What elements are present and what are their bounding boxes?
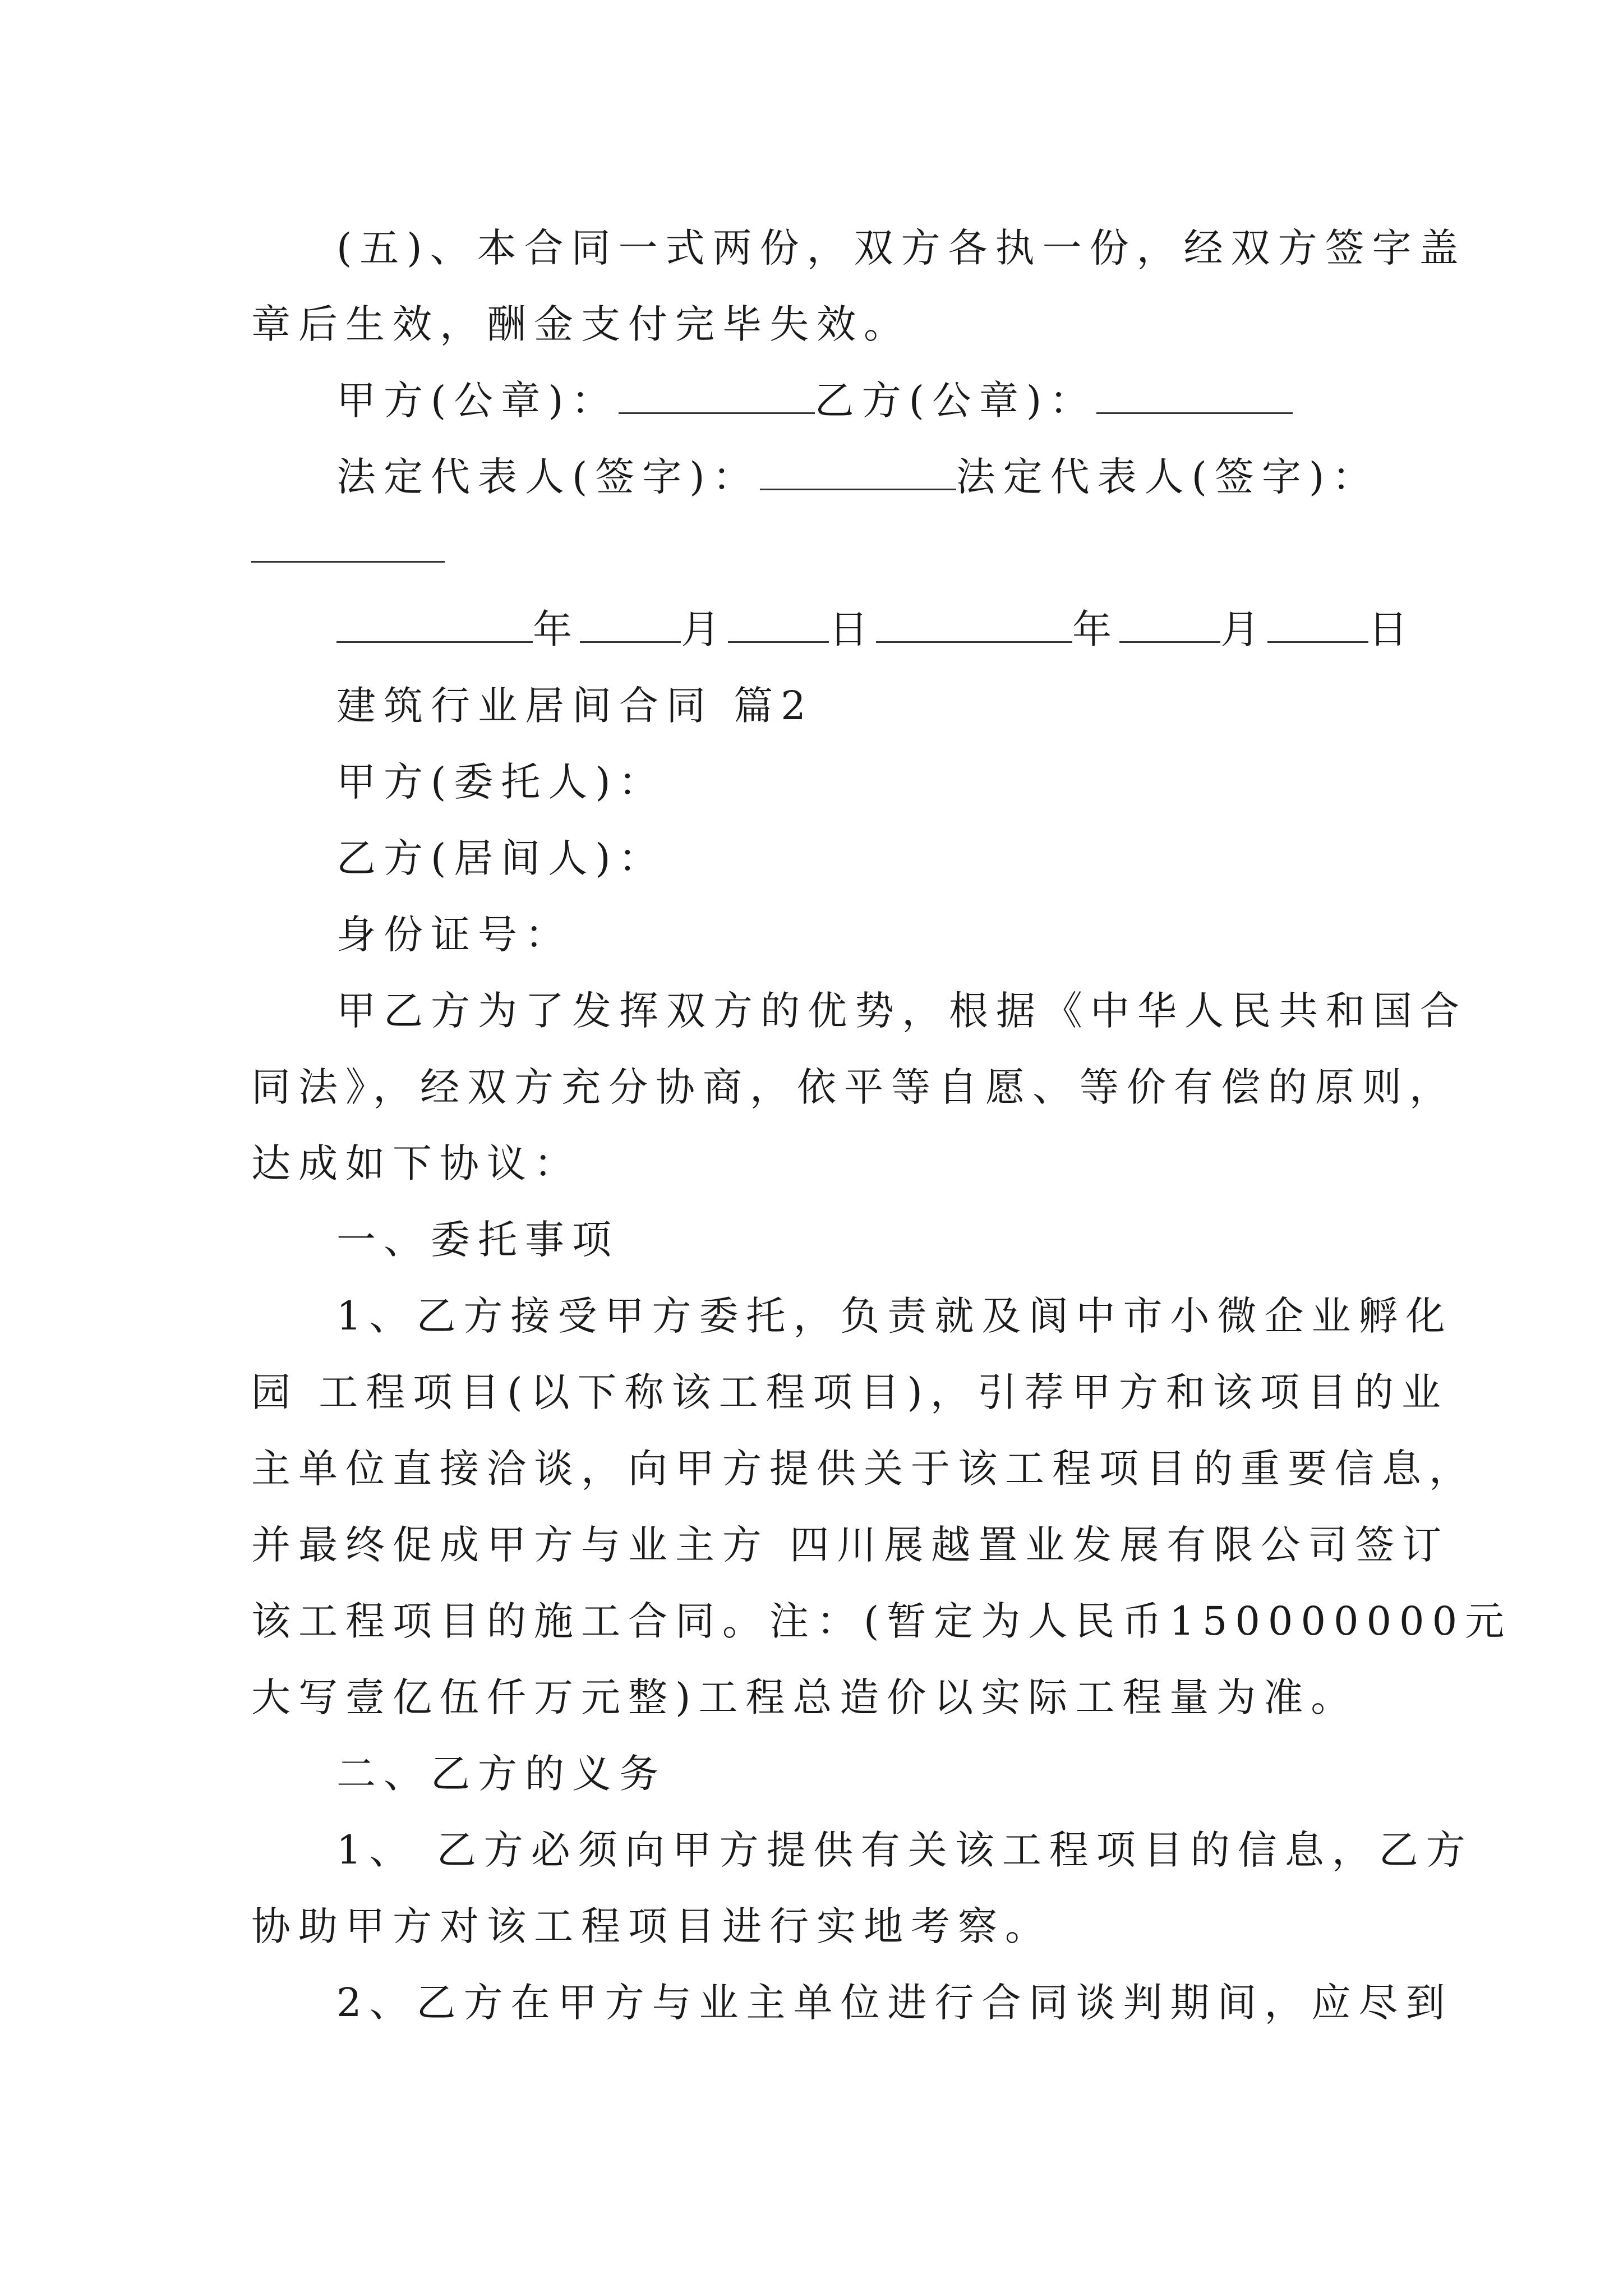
item-1-line-2: 园 工程项目(以下称该工程项目)，引荐甲方和该项目的业 xyxy=(251,1369,1449,1415)
party-b-representative-label: 法定代表人(签字)： xyxy=(956,454,1380,500)
section-heading-1: 一、委托事项 xyxy=(336,1217,619,1263)
seal-line xyxy=(336,372,1481,429)
date-b-day-blank[interactable] xyxy=(1267,606,1368,643)
item-1-line-6: 大写壹亿伍仟万元整)工程总造价以实际工程量为准。 xyxy=(251,1674,1358,1720)
party-a-seal-blank[interactable] xyxy=(619,378,815,414)
party-b-seal-label: 乙方(公章)： xyxy=(814,378,1097,424)
item-1-line-5: 该工程项目的施工合同。注：(暂定为人民币150000000元 xyxy=(251,1598,1513,1644)
party-b-seal-blank[interactable] xyxy=(1096,378,1293,414)
party-a-seal-label: 甲方(公章)： xyxy=(336,378,619,424)
duty-1-line-1: 1、 乙方必须向甲方提供有关该工程项目的信息，乙方 xyxy=(336,1827,1473,1873)
intro-line-1: 甲乙方为了发挥双方的优势，根据《中华人民共和国合 xyxy=(336,988,1467,1034)
item-1-line-3: 主单位直接洽谈，向甲方提供关于该工程项目的重要信息， xyxy=(251,1446,1476,1492)
item-1-line-4: 并最终促成甲方与业主方 四川展越置业发展有限公司签订 xyxy=(251,1522,1450,1568)
date-a-month-label: 月 xyxy=(681,606,728,652)
clause-five-line-1: (五)、本合同一式两份，双方各执一份，经双方签字盖 xyxy=(336,225,1467,271)
date-a-year-blank[interactable] xyxy=(336,606,533,643)
duty-2-line-1: 2、乙方在甲方与业主单位进行合同谈判期间，应尽到 xyxy=(336,1980,1453,2026)
date-a-day-blank[interactable] xyxy=(728,606,829,643)
date-b-year-label: 年 xyxy=(1072,606,1119,652)
date-a-year-label: 年 xyxy=(533,606,580,652)
date-a-month-blank[interactable] xyxy=(580,606,681,643)
date-b-year-blank[interactable] xyxy=(876,606,1072,643)
party-a-representative-blank[interactable] xyxy=(760,454,956,490)
item-1-line-1: 1、乙方接受甲方委托，负责就及阆中市小微企业孵化 xyxy=(336,1293,1453,1339)
duty-1-line-2: 协助甲方对该工程项目进行实地考察。 xyxy=(251,1903,1052,1949)
clause-five-line-2: 章后生效，酬金支付完毕失效。 xyxy=(251,301,911,347)
representative-line xyxy=(336,449,1481,505)
contract-title: 建筑行业居间合同 篇2 xyxy=(336,683,814,729)
intro-line-3: 达成如下协议： xyxy=(251,1140,581,1186)
date-a-day-label: 日 xyxy=(829,606,876,652)
party-a-representative-label: 法定代表人(签字)： xyxy=(336,454,760,500)
date-line xyxy=(336,601,1481,657)
section-heading-2: 二、乙方的义务 xyxy=(336,1751,666,1797)
party-b-line: 乙方(居间人)： xyxy=(336,835,666,881)
date-b-day-label: 日 xyxy=(1368,606,1415,652)
party-a-line: 甲方(委托人)： xyxy=(336,759,666,805)
party-b-representative-blank[interactable] xyxy=(251,561,445,563)
intro-line-2: 同法》，经双方充分协商，依平等自愿、等价有偿的原则， xyxy=(251,1064,1456,1110)
date-b-month-label: 月 xyxy=(1220,606,1267,652)
id-number-line: 身份证号： xyxy=(336,912,572,958)
date-b-month-blank[interactable] xyxy=(1119,606,1220,643)
